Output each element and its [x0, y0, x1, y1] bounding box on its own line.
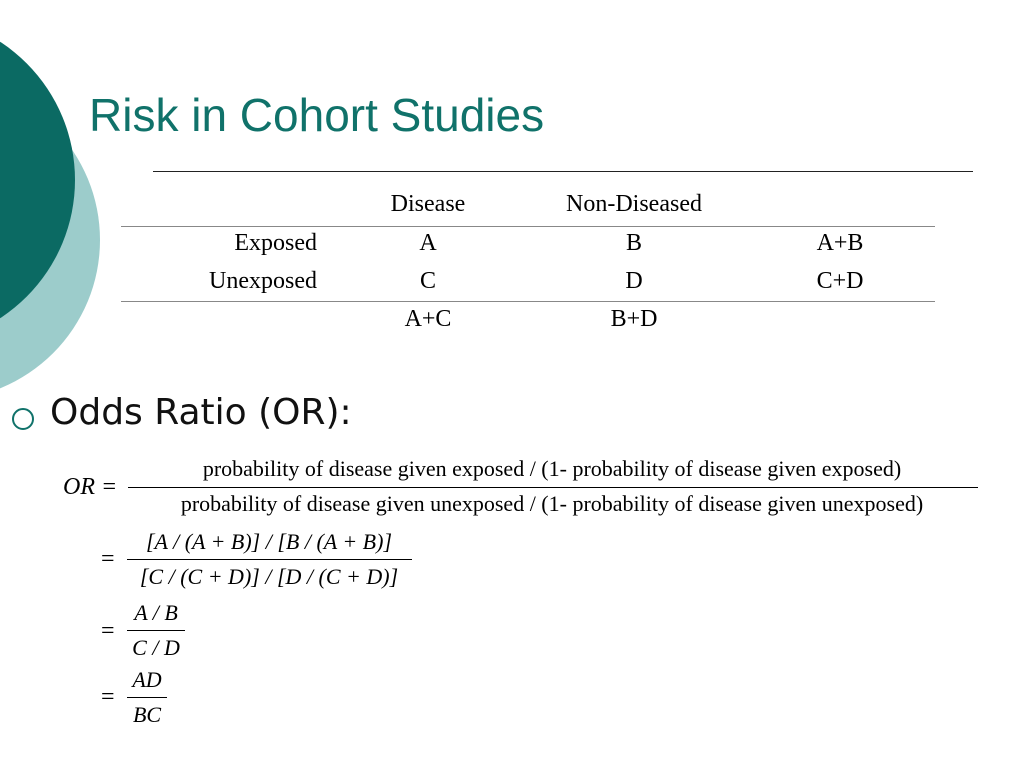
table-bottom-rule	[121, 301, 935, 302]
decorative-circles	[0, 0, 200, 420]
equals-sign-2: =	[101, 546, 115, 572]
formula2-numerator: [A / (A + B)] / [B / (A + B)]	[145, 529, 393, 554]
total-a-plus-c: A+C	[404, 306, 452, 332]
cell-b: B	[625, 230, 643, 256]
formula4-numerator: AD	[132, 667, 162, 692]
header-disease: Disease	[390, 191, 466, 217]
formula1-fraction-bar	[128, 487, 978, 488]
formula1-numerator: probability of disease given exposed / (1- probability of disease given exposed)	[202, 456, 902, 481]
total-b-plus-d: B+D	[610, 306, 658, 332]
row-label-exposed: Exposed	[234, 230, 317, 256]
formula4-fraction-bar	[127, 697, 167, 698]
formula4-denominator: BC	[132, 702, 162, 727]
equals-sign-4: =	[101, 684, 115, 710]
header-non-diseased: Non-Diseased	[566, 191, 702, 217]
formula2-denominator: [C / (C + D)] / [D / (C + D)]	[139, 564, 399, 589]
formula3-numerator: A / B	[134, 600, 178, 625]
title-divider	[153, 171, 973, 172]
formula1-denominator: probability of disease given unexposed / (1- probability of disease given unexposed)	[180, 491, 924, 516]
or-lhs: OR =	[63, 474, 118, 500]
hollow-circle-bullet-icon	[12, 408, 34, 430]
equals-sign-3: =	[101, 618, 115, 644]
cell-c-plus-d: C+D	[816, 268, 864, 294]
cell-a-plus-b: A+B	[816, 230, 864, 256]
odds-ratio-heading: Odds Ratio (OR):	[50, 392, 352, 433]
formula3-denominator: C / D	[132, 635, 180, 660]
slide-title: Risk in Cohort Studies	[89, 89, 545, 141]
cell-a: A	[419, 230, 437, 256]
formula3-fraction-bar	[127, 630, 185, 631]
table-top-rule	[121, 226, 935, 227]
formula2-fraction-bar	[127, 559, 412, 560]
cell-d: D	[625, 268, 643, 294]
row-label-unexposed: Unexposed	[209, 268, 317, 294]
circles-graphic	[0, 0, 200, 420]
cell-c: C	[419, 268, 437, 294]
